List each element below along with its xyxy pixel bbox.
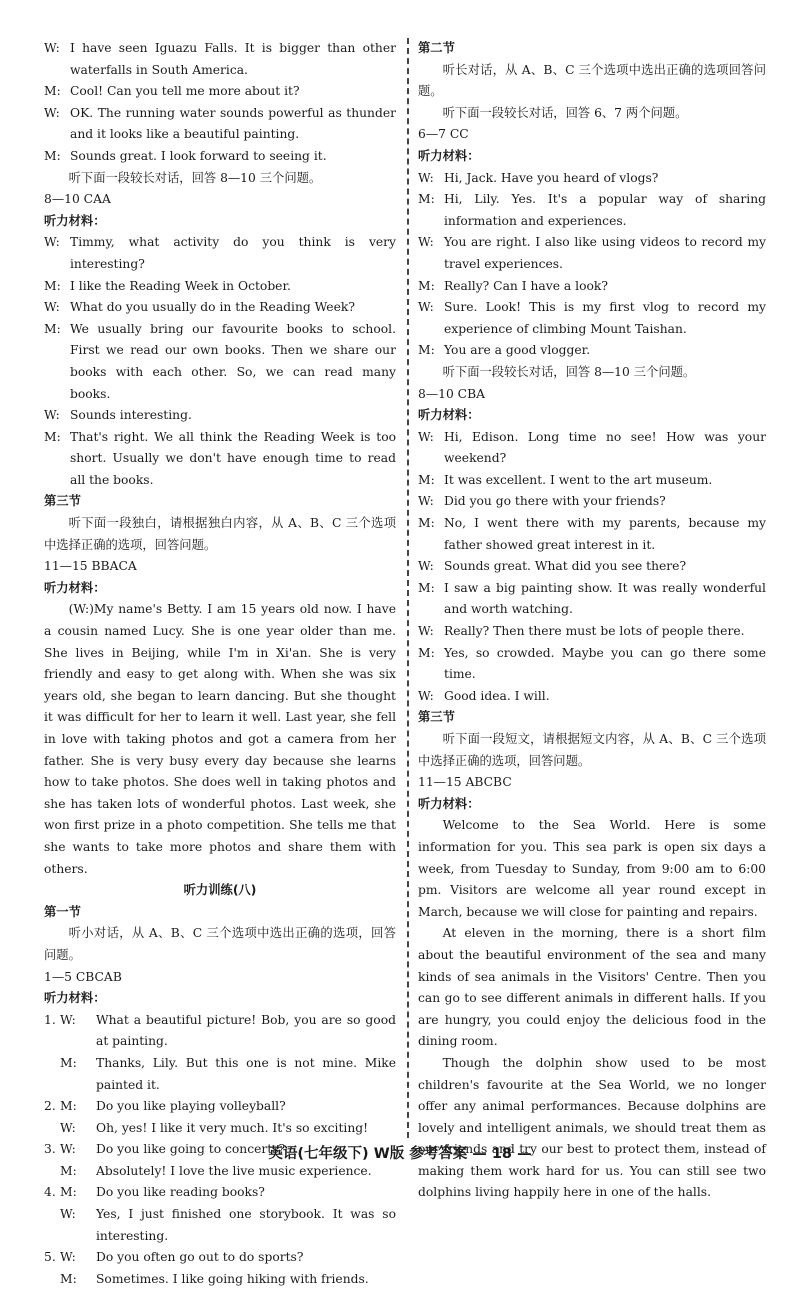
speaker-label: M: xyxy=(418,278,435,293)
material-label: 听力材料： xyxy=(418,148,480,163)
dialogue-line xyxy=(418,556,766,578)
item-number: 2. xyxy=(44,1099,56,1114)
instruction: 听下面一段短文，请根据短文内容，从 A、B、C 三个选项中选择正确的选项，回答问题。 xyxy=(418,732,766,768)
dialogue-text: I like the Reading Week in October. xyxy=(70,278,291,293)
speaker-label: W: xyxy=(44,408,60,423)
section-heading: 第三节 xyxy=(418,710,455,725)
numbered-item xyxy=(44,1182,396,1204)
instruction: 听长对话，从 A、B、C 三个选项中选出正确的选项回答问题。 xyxy=(418,62,766,99)
instruction: 听下面一段较长对话，回答 6、7 两个问题。 xyxy=(442,105,688,120)
page-footer: 英语(七年级下) W版 参考答案 — 18 — xyxy=(268,1146,532,1162)
speaker-label: W: xyxy=(418,559,434,574)
speaker-label: M: xyxy=(60,1099,77,1114)
dialogue-block xyxy=(44,232,396,491)
material-label: 听力材料： xyxy=(44,213,106,228)
dialogue-text: Sure. Look! This is my first vlog to record my experience of climbing Mount Taishan. xyxy=(444,300,766,336)
material-label: 听力材料： xyxy=(44,580,106,595)
instruction: 听小对话，从 A、B、C 三个选项中选出正确的选项，回答问题。 xyxy=(44,926,396,962)
dialogue-text: You are a good vlogger. xyxy=(444,343,591,358)
answer-key: 11—15 ABCBC xyxy=(418,775,512,790)
dialogue-text: OK. The running water sounds powerful as thunder and it looks like a beautiful painting. xyxy=(70,105,396,142)
dialogue-text: Absolutely! I love the live music experience. xyxy=(96,1163,372,1178)
answer-key: 8—10 CBA xyxy=(418,386,486,401)
item-number: 3. xyxy=(44,1142,56,1157)
dialogue-text: No, I went there with my parents, because my father showed great interest in it. xyxy=(444,516,766,552)
answer-key: 8—10 CAA xyxy=(44,192,111,207)
material-label: 听力材料： xyxy=(44,991,106,1006)
speaker-label: M: xyxy=(418,516,435,531)
dialogue-line xyxy=(44,405,396,427)
dialogue-text: Yes, I just finished one storybook. It was so interesting. xyxy=(96,1207,396,1243)
speaker-label: M: xyxy=(60,1185,77,1200)
dialogue-text: It was excellent. I went to the art museum. xyxy=(444,472,713,487)
passage-paragraph: At eleven in the morning, there is a short film about the beautiful environment of the sea and many kinds of sea animals in the Visitors' Centre. Then you can go to see different animals in different halls. If you are hungry, you could enjoy the delicious food in the dining room. xyxy=(418,926,766,1049)
speaker-label: M: xyxy=(44,429,61,444)
dialogue-line xyxy=(44,81,396,103)
dialogue-text: I saw a big painting show. It was really wonderful and worth watching. xyxy=(444,580,766,617)
dialogue-text: Hi, Edison. Long time no see! How was your weekend? xyxy=(444,429,766,466)
speaker-label: M: xyxy=(418,343,435,358)
numbered-item xyxy=(44,1010,396,1053)
speaker-label: W: xyxy=(60,1120,76,1135)
item-number: 5. xyxy=(44,1250,56,1265)
dialogue-text: You are right. I also like using videos to record my travel experiences. xyxy=(444,235,766,271)
item-number: 1. xyxy=(44,1012,56,1027)
speaker-label: W: xyxy=(60,1207,76,1222)
dialogue-block xyxy=(418,168,766,362)
numbered-item xyxy=(44,1096,396,1118)
dialogue-text: Oh, yes! I like it very much. It's so exciting! xyxy=(96,1120,369,1135)
dialogue-line xyxy=(44,319,396,405)
dialogue-text: Sounds great. What did you see there? xyxy=(444,559,687,574)
speaker-label: M: xyxy=(44,84,61,99)
dialogue-text: We usually bring our favourite books to school. First we read our own books. Then we share our books with each other. So, we can read many books. xyxy=(70,321,396,401)
dialogue-line xyxy=(44,103,396,146)
dialogue-line xyxy=(418,232,766,275)
speaker-label: M: xyxy=(418,580,435,595)
dialogue-line xyxy=(418,340,766,362)
dialogue-line xyxy=(44,38,396,81)
dialogue-line xyxy=(418,297,766,340)
dialogue-block xyxy=(418,427,766,708)
section-heading: 第三节 xyxy=(44,494,81,509)
speaker-label: W: xyxy=(60,1012,76,1027)
dialogue-text: Good idea. I will. xyxy=(444,688,550,703)
numbered-item-reply xyxy=(44,1269,396,1290)
speaker-label: W: xyxy=(418,170,434,185)
speaker-label: M: xyxy=(418,192,435,207)
dialogue-line xyxy=(418,276,766,298)
dialogue-line xyxy=(44,146,396,168)
numbered-item-reply xyxy=(44,1053,396,1096)
speaker-label: W: xyxy=(418,235,434,250)
dialogue-line xyxy=(418,578,766,621)
right-column xyxy=(418,38,766,1204)
dialogue-text: What a beautiful picture! Bob, you are so good at painting. xyxy=(96,1012,396,1049)
dialogue-text: Sometimes. I like going hiking with friends. xyxy=(96,1271,369,1286)
left-column xyxy=(44,38,396,1290)
answer-key: 6—7 CC xyxy=(418,127,469,142)
dialogue-line xyxy=(418,491,766,513)
dialogue-text: Sounds great. I look forward to seeing it. xyxy=(70,148,327,163)
dialogue-text: Hi, Lily. Yes. It's a popular way of sharing information and experiences. xyxy=(444,192,766,228)
dialogue-text: Really? Then there must be lots of people there. xyxy=(444,624,745,639)
instruction: 听下面一段较长对话，回答 8—10 三个问题。 xyxy=(68,170,322,185)
speaker-label: W: xyxy=(44,41,60,55)
speaker-label: M: xyxy=(60,1055,77,1070)
numbered-item-reply xyxy=(44,1118,396,1140)
dialogue-text: Do you like going to concerts? xyxy=(96,1142,286,1157)
dialogue-line xyxy=(418,470,766,492)
dialogue-text: What do you usually do in the Reading Week? xyxy=(70,300,355,315)
dialogue-line xyxy=(44,232,396,275)
dialogue-text: Do you like reading books? xyxy=(96,1185,265,1200)
instruction: 听下面一段独白，请根据独白内容，从 A、B、C 三个选项中选择正确的选项，回答问题。 xyxy=(44,516,396,552)
dialogue-line xyxy=(418,643,766,686)
numbered-item xyxy=(44,1247,396,1269)
speaker-label: W: xyxy=(44,235,60,250)
speaker-label: M: xyxy=(44,278,61,293)
dialogue-text: That's right. We all think the Reading Week is too short. Usually we don't have enough time to read all the books. xyxy=(70,429,396,487)
material-label: 听力材料： xyxy=(418,408,480,423)
dialogue-line xyxy=(418,621,766,643)
speaker-label: M: xyxy=(418,472,435,487)
speaker-label: W: xyxy=(418,300,434,315)
speaker-label: W: xyxy=(418,688,434,703)
training-title: 听力训练(八) xyxy=(183,883,257,898)
monologue-text: (W:)My name's Betty. I am 15 years old now. I have a cousin named Lucy. She is one year older than me. She lives in Beijing, while I'm in Xi'an. She is very friendly and easy to get along with. When she was six years old, she began to learn dancing. But she thought it was difficult for her to learn it well. Last year, she fell in love with taking photos and got a camera from her father. She is very busy every day because she learns how to take photos. She does well in taking photos and she has taken lots of wonderful photos. Last week, she won first prize in a photo competition. She tells me that she wants to take more photos and share them with others. xyxy=(44,602,396,876)
dialogue-line xyxy=(418,427,766,470)
numbered-item-reply xyxy=(44,1204,396,1247)
speaker-label: M: xyxy=(418,645,435,660)
answer-key: 1—5 CBCAB xyxy=(44,969,122,984)
dialogue-text: Sounds interesting. xyxy=(70,408,192,423)
answer-key: 11—15 BBACA xyxy=(44,559,137,574)
dialogue-block xyxy=(44,38,396,168)
section-heading: 第二节 xyxy=(418,41,455,55)
speaker-label: M: xyxy=(44,148,61,163)
speaker-label: W: xyxy=(418,429,434,444)
material-label: 听力材料： xyxy=(418,796,480,811)
dialogue-text: Do you like playing volleyball? xyxy=(96,1099,286,1114)
dialogue-line xyxy=(418,189,766,232)
dialogue-line xyxy=(44,276,396,298)
speaker-label: W: xyxy=(60,1142,76,1157)
speaker-label: W: xyxy=(418,494,434,509)
item-number: 4. xyxy=(44,1185,56,1200)
dialogue-text: Did you go there with your friends? xyxy=(444,494,666,509)
dialogue-text: Really? Can I have a look? xyxy=(444,278,608,293)
speaker-label: M: xyxy=(60,1271,77,1286)
dialogue-line xyxy=(44,297,396,319)
speaker-label: W: xyxy=(44,300,60,315)
instruction: 听下面一段较长对话，回答 8—10 三个问题。 xyxy=(442,364,696,379)
dialogue-text: I have seen Iguazu Falls. It is bigger than other waterfalls in South America. xyxy=(70,41,396,77)
speaker-label: M: xyxy=(60,1163,77,1178)
speaker-label: M: xyxy=(44,321,61,336)
dialogue-text: Do you often go out to do sports? xyxy=(96,1250,304,1265)
dialogue-line xyxy=(418,168,766,190)
column-divider xyxy=(407,38,409,1138)
dialogue-text: Cool! Can you tell me more about it? xyxy=(70,84,300,99)
dialogue-text: Hi, Jack. Have you heard of vlogs? xyxy=(444,170,659,185)
speaker-label: W: xyxy=(418,624,434,639)
passage-paragraph: Though the dolphin show used to be most children's favourite at the Sea World, we no longer offer any animal performances. Because dolphins are lovely and intelligent animals, we should treat them as our friends and try our best to protect them, instead of making them work hard for us. You can still see two dolphins living happily here in one of the halls. xyxy=(418,1055,766,1200)
dialogue-text: Timmy, what activity do you think is very interesting? xyxy=(70,235,396,271)
dialogue-line xyxy=(44,427,396,492)
dialogue-text: Thanks, Lily. But this one is not mine. Mike painted it. xyxy=(96,1055,396,1092)
dialogue-line xyxy=(418,513,766,556)
speaker-label: W: xyxy=(44,105,60,120)
speaker-label: W: xyxy=(60,1250,76,1265)
section-heading: 第一节 xyxy=(44,904,81,919)
passage-paragraph: Welcome to the Sea World. Here is some information for you. This sea park is open six days a week, from Tuesday to Sunday, from 9:00 am to 6:00 pm. Visitors are welcome all year round except in March, because we will close for painting and repairs. xyxy=(418,818,766,919)
dialogue-text: Yes, so crowded. Maybe you can go there some time. xyxy=(444,645,766,682)
dialogue-line xyxy=(418,686,766,708)
